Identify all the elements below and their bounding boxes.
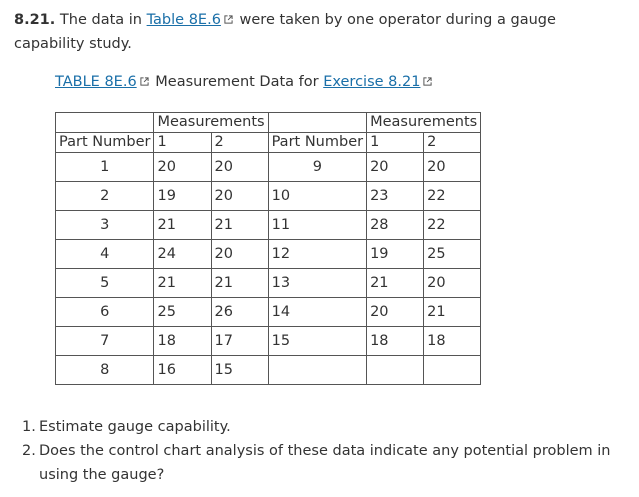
meas1-cell: 19 <box>367 240 424 269</box>
table-row <box>56 327 481 356</box>
meas1-cell: 28 <box>367 211 424 240</box>
meas1-cell: 21 <box>154 211 211 240</box>
meas1-cell: 21 <box>367 269 424 298</box>
table-link[interactable]: Table 8E.6 <box>146 12 221 28</box>
question-number: 1. <box>22 419 36 435</box>
part-cell: 4 <box>56 240 154 269</box>
meas2-header-right: 2 <box>424 133 481 153</box>
problem-text-after: were taken by one operator during a gauge capability study. <box>14 12 556 52</box>
list-item <box>22 415 632 439</box>
part-number-header-left: Part Number <box>56 133 154 153</box>
part-cell: 2 <box>56 182 154 211</box>
table-row <box>56 298 481 327</box>
meas1-cell: 20 <box>367 298 424 327</box>
meas1-cell: 21 <box>154 269 211 298</box>
meas1-cell: 25 <box>154 298 211 327</box>
meas2-cell: 18 <box>424 327 481 356</box>
meas2-cell: 21 <box>211 211 268 240</box>
external-link-icon[interactable] <box>224 15 233 24</box>
problem-statement <box>14 8 624 56</box>
question-text: Estimate gauge capability. <box>39 419 231 435</box>
table-caption <box>55 72 434 92</box>
column-header-row <box>56 133 481 153</box>
meas1-cell: 16 <box>154 356 211 385</box>
part-cell: 15 <box>268 327 366 356</box>
meas1-cell: 24 <box>154 240 211 269</box>
list-item <box>22 439 632 487</box>
empty-cell <box>367 356 424 385</box>
meas2-cell: 26 <box>211 298 268 327</box>
meas2-cell: 21 <box>211 269 268 298</box>
external-link-icon[interactable] <box>140 77 149 86</box>
meas2-cell: 15 <box>211 356 268 385</box>
meas1-cell: 19 <box>154 182 211 211</box>
part-cell: 8 <box>56 356 154 385</box>
question-list <box>22 415 632 487</box>
meas2-header-left: 2 <box>211 133 268 153</box>
question-number: 2. <box>22 443 36 459</box>
measurements-header-right: Measurements <box>367 113 481 133</box>
meas1-header-left: 1 <box>154 133 211 153</box>
meas2-cell: 20 <box>211 153 268 182</box>
meas2-cell: 21 <box>424 298 481 327</box>
meas2-cell: 25 <box>424 240 481 269</box>
caption-title: Measurement Data for <box>155 74 319 90</box>
meas1-cell: 20 <box>367 153 424 182</box>
part-cell: 11 <box>268 211 366 240</box>
part-cell: 7 <box>56 327 154 356</box>
meas1-cell: 20 <box>154 153 211 182</box>
group-header-row <box>56 113 481 133</box>
question-text: Does the control chart analysis of these data indicate any potential problem in using the gauge? <box>39 443 611 483</box>
caption-table-link[interactable]: TABLE 8E.6 <box>55 74 137 90</box>
part-cell: 9 <box>268 153 366 182</box>
meas2-cell: 22 <box>424 211 481 240</box>
empty-header-cell <box>56 113 154 133</box>
part-cell: 6 <box>56 298 154 327</box>
part-cell: 14 <box>268 298 366 327</box>
meas2-cell: 20 <box>211 182 268 211</box>
measurement-table <box>55 112 481 385</box>
empty-header-cell <box>268 113 366 133</box>
part-cell: 12 <box>268 240 366 269</box>
table-row <box>56 182 481 211</box>
table-row <box>56 153 481 182</box>
problem-text-before: The data in <box>59 12 142 28</box>
external-link-icon[interactable] <box>423 77 432 86</box>
meas2-cell: 20 <box>211 240 268 269</box>
meas2-cell: 22 <box>424 182 481 211</box>
part-cell: 5 <box>56 269 154 298</box>
table-row <box>56 356 481 385</box>
meas2-cell: 20 <box>424 269 481 298</box>
empty-cell <box>424 356 481 385</box>
part-number-header-right: Part Number <box>268 133 366 153</box>
problem-number: 8.21. <box>14 12 56 28</box>
measurements-header-left: Measurements <box>154 113 268 133</box>
empty-cell <box>268 356 366 385</box>
meas2-cell: 20 <box>424 153 481 182</box>
meas1-cell: 23 <box>367 182 424 211</box>
part-cell: 10 <box>268 182 366 211</box>
part-cell: 13 <box>268 269 366 298</box>
part-cell: 1 <box>56 153 154 182</box>
table-row <box>56 269 481 298</box>
meas2-cell: 17 <box>211 327 268 356</box>
meas1-cell: 18 <box>367 327 424 356</box>
table-row <box>56 240 481 269</box>
exercise-link[interactable]: Exercise 8.21 <box>323 74 421 90</box>
meas1-cell: 18 <box>154 327 211 356</box>
part-cell: 3 <box>56 211 154 240</box>
meas1-header-right: 1 <box>367 133 424 153</box>
table-row <box>56 211 481 240</box>
